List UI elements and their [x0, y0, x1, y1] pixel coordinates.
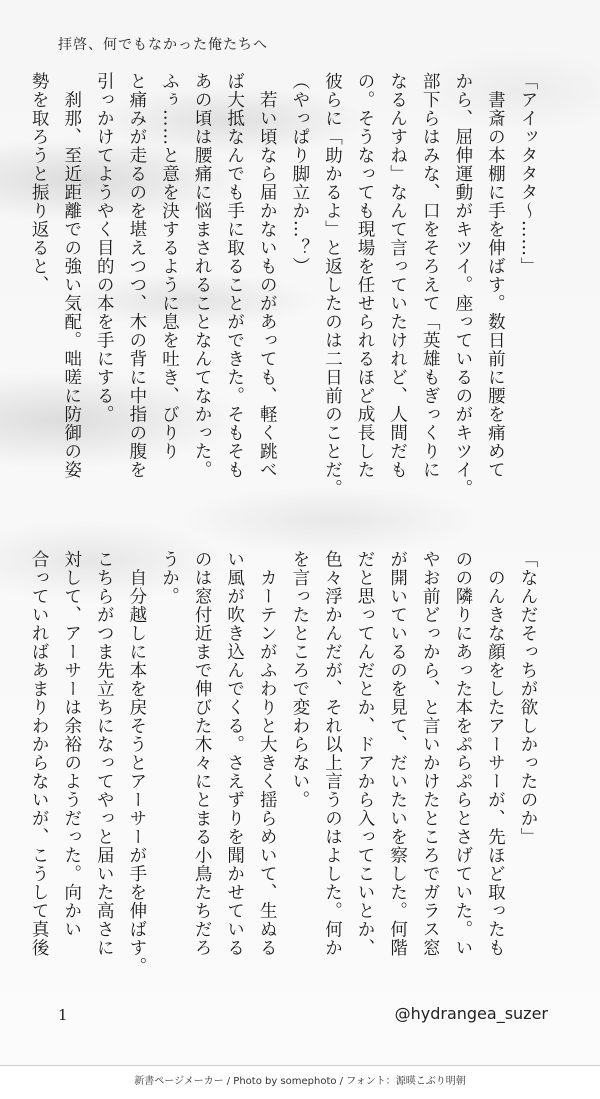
text-column: ば大抵なんでも手に取ることができた。そもそも	[224, 72, 245, 479]
text-column: 「アイッタタタ〜……」	[518, 72, 538, 276]
text-column: 書斎の本棚に手を伸ばす。数日前に腰を痛めて	[485, 72, 506, 479]
text-column: の。そうなっても現場を任せられるほど成長した	[355, 72, 376, 479]
text-column: 「なんだそっちが欲しかったのか」	[518, 550, 538, 846]
text-column: 引っかけてようやく目的の本を手にする。	[94, 72, 115, 424]
text-column: 対して、アーサーは余裕のようだった。向かい	[61, 550, 82, 939]
text-column: 彼らに「助かるよ」と返したのは二日前のことだ。	[322, 72, 343, 498]
text-column: のんきな顔をしたアーサーが、先ほど取ったも	[485, 550, 506, 957]
text-column: 刹那、至近距離での強い気配。咄嗟に防御の姿	[61, 72, 82, 479]
text-column: のは窓付近まで伸びた木々にとまる小鳥たちだろ	[192, 550, 213, 957]
text-column: と痛みが走るのを堪えつつ、木の背に中指の腹を	[126, 72, 147, 479]
text-column: のの隣りにあった本をぷらぷらとさげていた。い	[452, 550, 473, 957]
text-column: （やっぱり脚立か…？）	[289, 72, 310, 276]
text-column: カーテンがふわりと大きく揺らめいて、生ぬる	[257, 550, 278, 957]
page-title: 拝啓、何でもなかった俺たちへ	[58, 37, 268, 53]
text-column: が開いているのを見て、だいたいを察した。何階	[387, 550, 408, 957]
text-column: なるんすね」なんて言っていたけれど、人間だも	[387, 72, 408, 479]
text-column: 自分越しに本を戻そうとアーサーが手を伸ばす。	[126, 550, 147, 976]
text-column: うか。	[159, 550, 180, 606]
page-number: 1	[58, 1006, 68, 1024]
credits-line: 新書ページメーカー / Photo by somephoto / フォント：源暎こぶり明朝	[134, 1076, 466, 1087]
text-column: 色々浮かんだが、それ以上言うのはよした。何か	[322, 550, 343, 957]
text-column: こちらがつま先立ちになってやっと届いた高さに	[94, 550, 115, 957]
text-column: ふぅ……と意を決するように息を吐き、びりり	[159, 72, 180, 461]
text-column: だと思ってんだとか、ドアから入ってこいとか、	[355, 550, 376, 957]
text-column: あの頃は腰痛に悩まされることなんてなかった。	[192, 72, 213, 479]
text-column: 勢を取ろうと振り返ると、	[29, 72, 50, 294]
text-column: い風が吹き込んでくる。さえずりを聞かせている	[224, 550, 245, 957]
text-column: やお前どっから、と言いかけたところでガラス窓	[420, 550, 441, 957]
text-column: 合っていればあまりわからないが、こうして真後	[29, 550, 50, 957]
author-handle: @hydrangea_suzer	[394, 1004, 548, 1023]
text-column: 部下らはみな、口をそろえて「英雄もぎっくりに	[420, 72, 441, 479]
text-block-top	[23, 72, 545, 498]
text-block-bottom	[23, 550, 545, 976]
text-column: を言ったところで変わらない。	[289, 550, 310, 809]
text-column: 若い頃なら届かないものがあっても、軽く跳べ	[257, 72, 278, 479]
text-column: から、屈伸運動がキツイ。座っているのがキツイ。	[452, 72, 473, 498]
